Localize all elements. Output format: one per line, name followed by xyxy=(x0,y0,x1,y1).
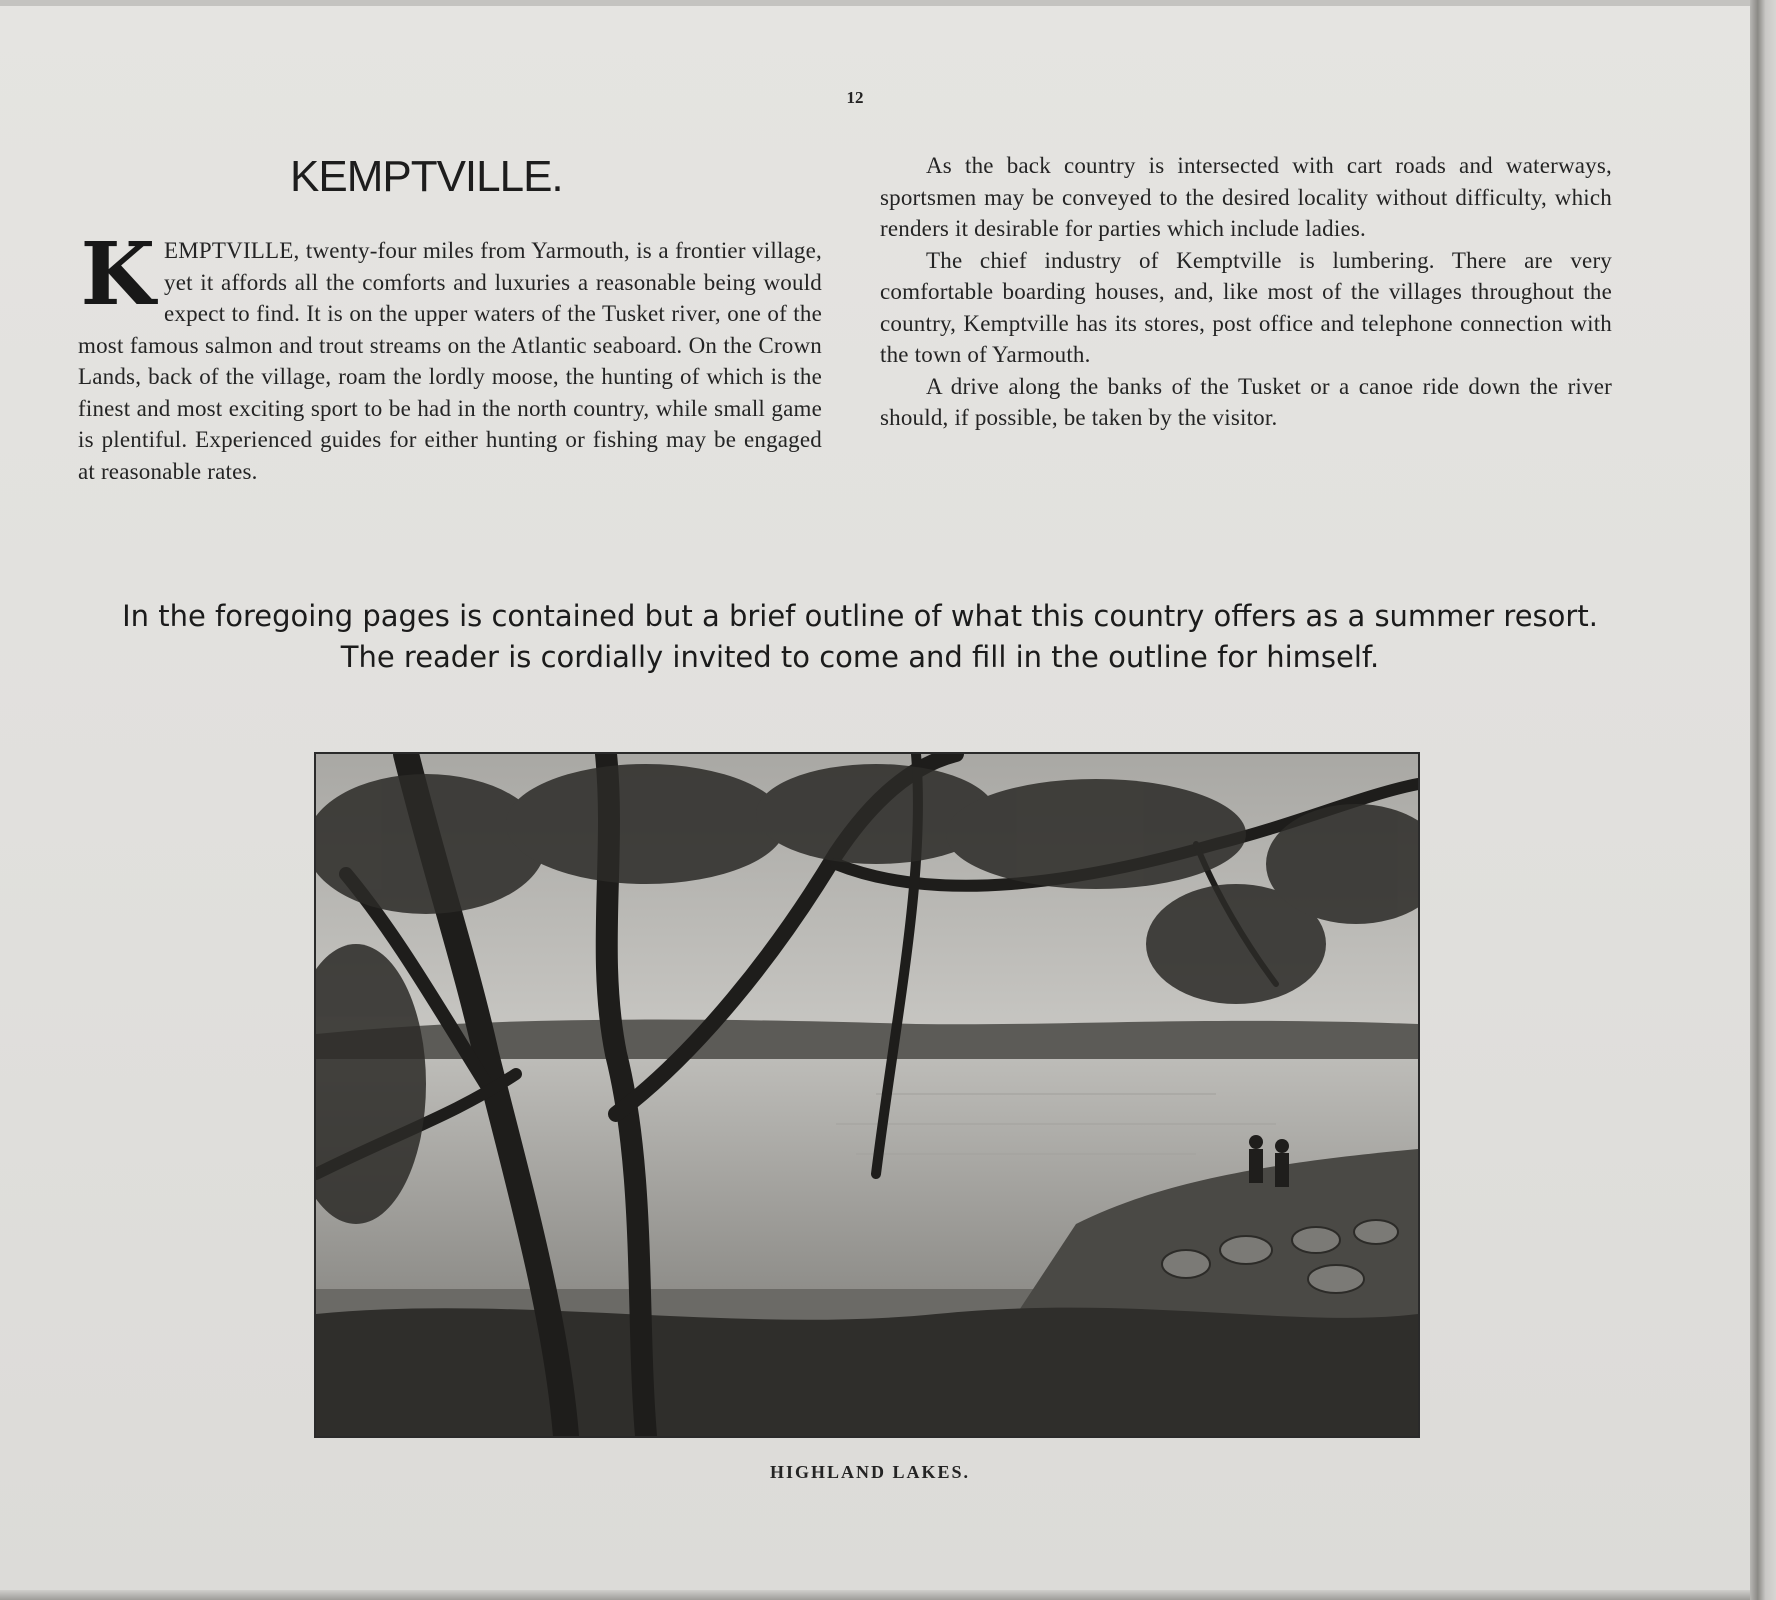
right-paragraph-3: A drive along the banks of the Tusket or a canoe ride down the river should, if possible, be taken by the visitor. xyxy=(880,373,1612,430)
landscape-photo xyxy=(314,752,1420,1438)
photo-caption: HIGHLAND LAKES. xyxy=(769,1462,971,1482)
page-edge xyxy=(1750,0,1776,1600)
left-column xyxy=(78,224,822,487)
right-column xyxy=(880,150,1612,434)
drop-cap: K xyxy=(80,224,156,325)
right-paragraph-1: As the back country is intersected with cart roads and waterways, sportsmen may be conveyed to the desired locality without difficulty, which renders it desirable for parties which include ladies. xyxy=(880,153,1612,241)
photo-illustration xyxy=(316,754,1418,1436)
closing-line-1: In the foregoing pages is contained but a brief outline of what this country offers as a summer resort. xyxy=(122,599,1598,633)
right-paragraph-2: The chief industry of Kemptville is lumbering. There are very comfortable boarding houses, and, like most of the villages throughout the country, Kemptville has its stores, post office and telephone connection with the town of Yarmouth. xyxy=(880,247,1612,367)
left-column-text: EMPTVILLE, twenty-four miles from Yarmouth, is a frontier village, yet it affords all the comforts and luxuries a reasonable being would expect to find. It is on the upper waters of the Tusket river, one of the most famous salmon and trout streams on the Atlantic seaboard. On the Crown Lands, back of the village, roam the lordly moose, the hunting of which is the finest and most exciting sport to be had in the north country, while small game is plentiful. Experienced guides for either hunting or fishing may be engaged at reasonable rates. xyxy=(78,238,822,484)
page-number: 12 xyxy=(846,88,864,107)
closing-statement xyxy=(60,596,1660,678)
closing-line-2: The reader is cordially invited to come and fill in the outline for himself. xyxy=(340,640,1380,674)
bottom-shadow xyxy=(0,1590,1750,1600)
page-title: KEMPTVILLE. xyxy=(290,152,563,201)
top-shadow xyxy=(0,0,1750,6)
